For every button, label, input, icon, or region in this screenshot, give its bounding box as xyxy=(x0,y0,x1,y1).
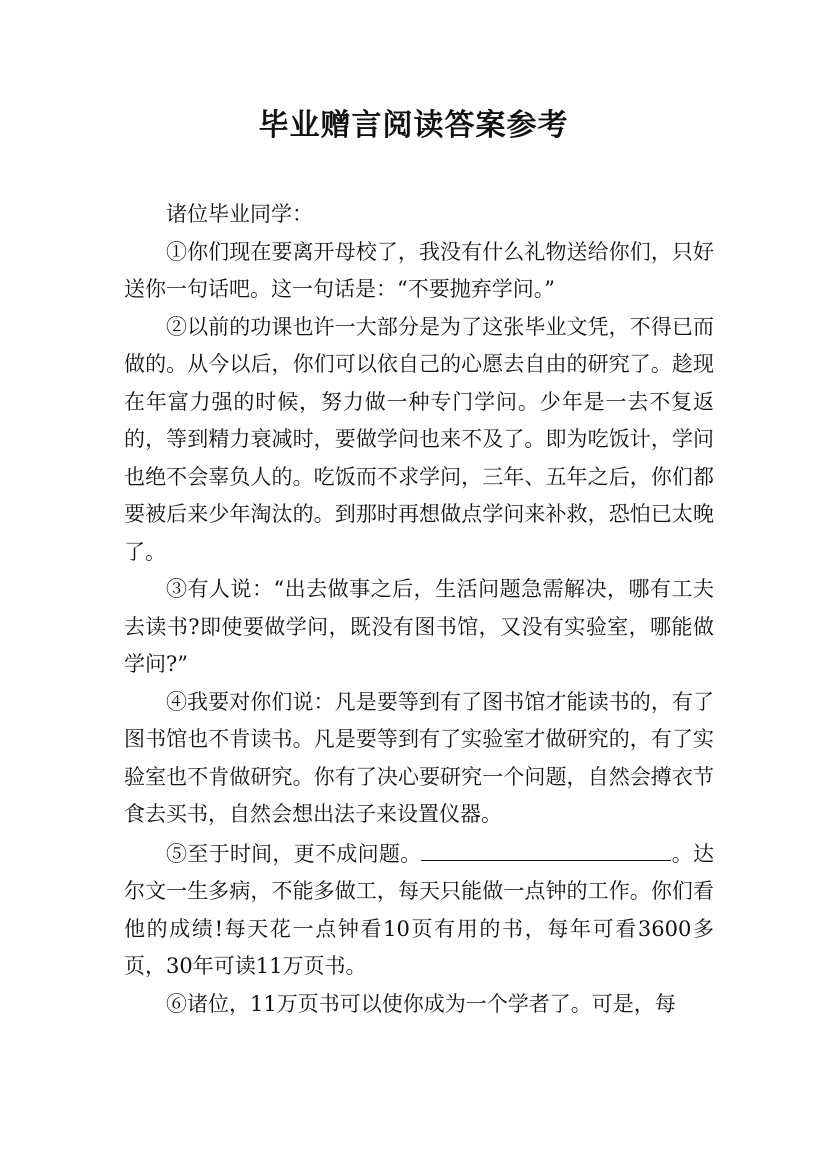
paragraph-2: ②以前的功课也许一大部分是为了这张毕业文凭，不得已而做的。从今以后，你们可以依自己的心愿去自由的研究了。趁现在年富力强的时候，努力做一种专门学问。少年是一去不复返的，等到精力衰减时，要做学问也来不及了。即为吃饭计，学问也绝不会辜负人的。吃饭而不求学问，三年、五年之后，你们都要被后来少年淘汰的。到那时再想做点学问来补救，恐怕已太晚了。 xyxy=(124,314,714,564)
paragraph-1: ①你们现在要离开母校了，我没有什么礼物送给你们，只好送你一句话吧。这一句话是：“不要抛弃学问。” xyxy=(124,239,714,301)
paragraph-5 xyxy=(124,834,714,986)
document-body xyxy=(124,196,714,1023)
paragraph-5-before-blank: ⑤至于时间，更不成问题。 xyxy=(166,841,422,866)
paragraph-6: ⑥诸位，11万页书可以使你成为一个学者了。可是，每 xyxy=(166,991,676,1016)
fill-in-blank xyxy=(421,834,671,861)
paragraph-3: ③有人说：“出去做事之后，生活问题急需解决，哪有工夫去读书?即使要做学问，既没有图书馆，又没有实验室，哪能做学问?” xyxy=(124,577,714,676)
paragraph-5-after-blank: 。达尔文一生多病，不能多做工，每天只能做一点钟的工作。你们看他的成绩!每天花一点钟看10页有用的书，每年可看3600多页，30年可读11万页书。 xyxy=(124,841,715,978)
document-title: 毕业赠言阅读答案参考 xyxy=(258,108,569,143)
paragraph-4: ④我要对你们说：凡是要等到有了图书馆才能读书的，有了图书馆也不肯读书。凡是要等到有了实验室才做研究的，有了实验室也不肯做研究。你有了决心要研究一个问题，自然会撙衣节食去买书，自然会想出法子来设置仪器。 xyxy=(124,689,714,826)
salutation: 诸位毕业同学： xyxy=(166,202,313,226)
